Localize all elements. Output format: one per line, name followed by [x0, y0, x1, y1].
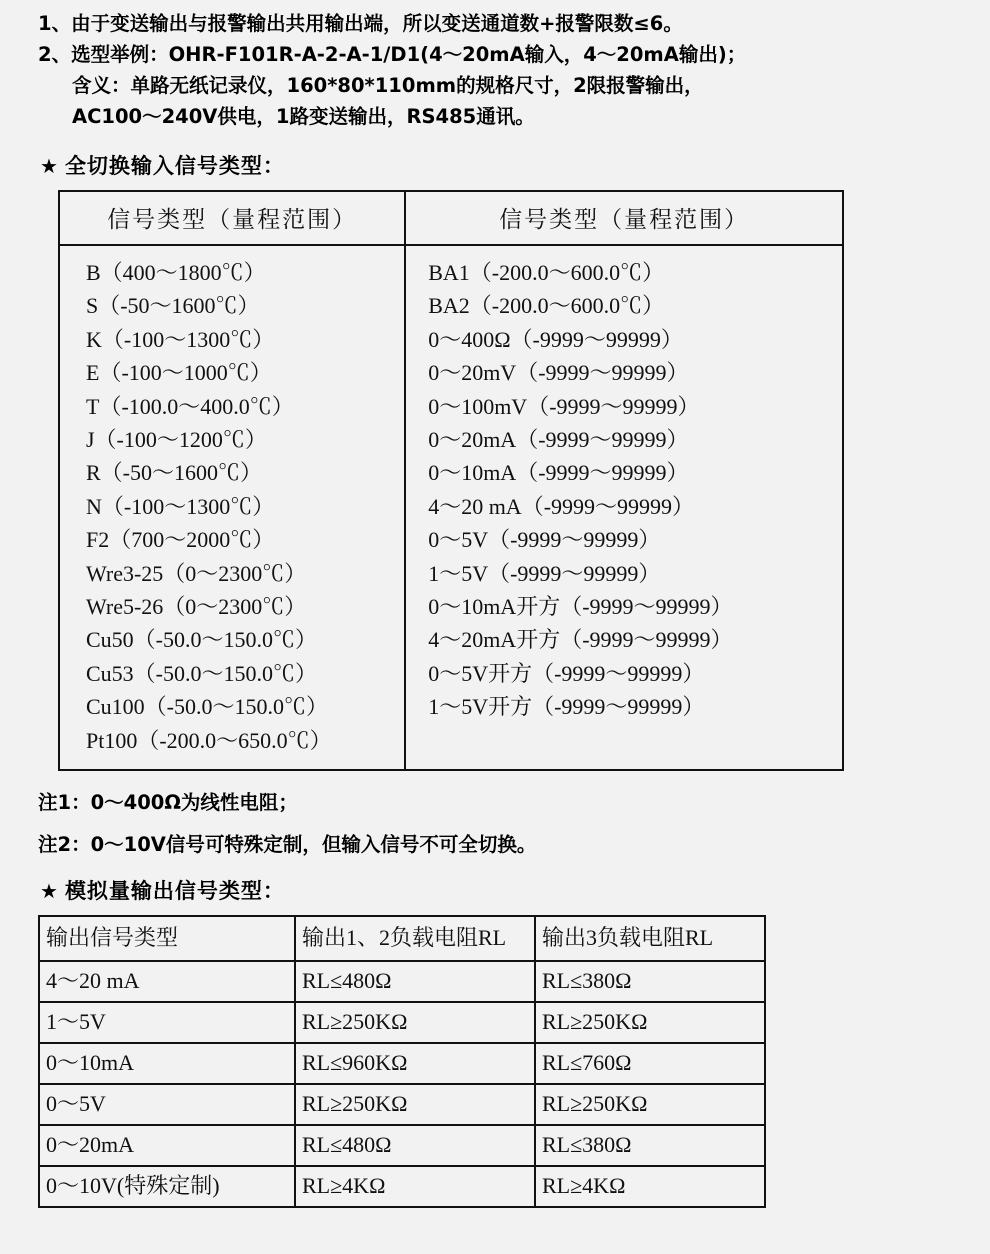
list-item: Wre3-25（0～2300℃）	[86, 560, 307, 586]
list-item: 0～400Ω（-9999～99999）	[428, 326, 683, 352]
cell-signal-type: 4～20 mA	[39, 961, 295, 1002]
list-item: N（-100～1300℃）	[86, 493, 275, 519]
list-item: Cu100（-50.0～150.0℃）	[86, 694, 329, 720]
remark-1: 注1：0～400Ω为线性电阻；	[38, 791, 298, 815]
table-row	[39, 1002, 765, 1043]
input-section-heading	[40, 150, 990, 180]
note-line: AC100～240V供电，1路变送输出，RS485通讯。	[72, 105, 535, 128]
column-header-load-resistance-3: 输出3负载电阻RL	[535, 916, 765, 961]
cell-load-3: RL≤380Ω	[535, 1125, 765, 1166]
list-item: 0～5V（-9999～99999）	[428, 527, 661, 553]
cell-load-12: RL≤480Ω	[295, 961, 535, 1002]
list-item: 0～100mV（-9999～99999）	[428, 393, 700, 419]
list-item: 0～10mA（-9999～99999）	[428, 460, 689, 486]
cell-signal-type: 0～10V(特殊定制)	[39, 1166, 295, 1207]
star-icon: ★	[40, 154, 59, 178]
column-header-signal-type-left: 信号类型（量程范围）	[59, 191, 405, 245]
cell-load-12: RL≥250KΩ	[295, 1002, 535, 1043]
cell-load-12: RL≥250KΩ	[295, 1084, 535, 1125]
column-header-signal-type-right: 信号类型（量程范围）	[405, 191, 843, 245]
list-item: Cu50（-50.0～150.0℃）	[86, 627, 318, 653]
list-item: J（-100～1200℃）	[86, 427, 267, 453]
list-item: Wre5-26（0～2300℃）	[86, 594, 307, 620]
list-item: 0～5V开方（-9999～99999）	[428, 660, 705, 686]
list-item: S（-50～1600℃）	[86, 293, 260, 319]
cell-load-3: RL≥250KΩ	[535, 1002, 765, 1043]
column-header-load-resistance-12: 输出1、2负载电阻RL	[295, 916, 535, 961]
list-item: R（-50～1600℃）	[86, 460, 263, 486]
cell-signal-type: 0～10mA	[39, 1043, 295, 1084]
intro-notes	[0, 0, 990, 132]
list-item: 1～5V开方（-9999～99999）	[428, 694, 705, 720]
table-row	[39, 961, 765, 1002]
cell-load-3: RL≥250KΩ	[535, 1084, 765, 1125]
star-icon: ★	[40, 879, 59, 904]
list-item: 1～5V（-9999～99999）	[428, 560, 661, 586]
table-row	[39, 1166, 765, 1207]
left-signal-cell	[59, 245, 405, 770]
list-item: E（-100～1000℃）	[86, 360, 272, 386]
output-signal-table	[38, 915, 766, 1208]
cell-load-3: RL≤380Ω	[535, 961, 765, 1002]
note-line: 1、由于变送输出与报警输出共用输出端，所以变送通道数+报警限数≤6。	[38, 12, 683, 35]
list-item: T（-100.0～400.0℃）	[86, 393, 294, 419]
list-item: K（-100～1300℃）	[86, 326, 275, 352]
input-section-heading-text: 全切换输入信号类型：	[64, 154, 285, 178]
list-item: 4～20mA开方（-9999～99999）	[428, 627, 733, 653]
cell-load-12: RL≤480Ω	[295, 1125, 535, 1166]
list-item: 0～20mV（-9999～99999）	[428, 360, 689, 386]
right-signal-list	[406, 256, 842, 724]
note-line: 2、选型举例：OHR-F101R-A-2-A-1/D1(4～20mA输入，4～20mA输出)；	[38, 43, 747, 66]
list-item: BA2（-200.0～600.0℃）	[428, 293, 665, 319]
column-header-output-signal-type: 输出信号类型	[39, 916, 295, 961]
list-item: Cu53（-50.0～150.0℃）	[86, 660, 318, 686]
table-header-row	[39, 916, 765, 961]
table-header-row	[59, 191, 843, 245]
right-signal-cell	[405, 245, 843, 770]
table-row	[59, 245, 843, 770]
list-item: B（400～1800℃）	[86, 260, 266, 285]
list-item: F2（700～2000℃）	[86, 527, 275, 553]
cell-load-12: RL≥4KΩ	[295, 1166, 535, 1207]
table-row	[39, 1084, 765, 1125]
list-item: BA1（-200.0～600.0℃）	[428, 260, 665, 285]
list-item: 0～20mA（-9999～99999）	[428, 427, 689, 453]
left-signal-list	[60, 256, 404, 757]
table-row	[39, 1125, 765, 1166]
cell-load-3: RL≤760Ω	[535, 1043, 765, 1084]
table-row	[39, 1043, 765, 1084]
input-signal-table	[58, 190, 844, 771]
list-item: 0～10mA开方（-9999～99999）	[428, 594, 733, 620]
cell-signal-type: 0～20mA	[39, 1125, 295, 1166]
output-section-heading-text: 模拟量输出信号类型：	[64, 879, 285, 904]
cell-signal-type: 0～5V	[39, 1084, 295, 1125]
list-item: Pt100（-200.0～650.0℃）	[86, 727, 332, 753]
cell-load-12: RL≤960KΩ	[295, 1043, 535, 1084]
cell-load-3: RL≥4KΩ	[535, 1166, 765, 1207]
note-line: 含义：单路无纸记录仪，160*80*110mm的规格尺寸，2限报警输出，	[72, 74, 704, 97]
cell-signal-type: 1～5V	[39, 1002, 295, 1043]
remark-2: 注2：0～10V信号可特殊定制，但输入信号不可全切换。	[38, 833, 537, 857]
list-item: 4～20 mA（-9999～99999）	[428, 493, 695, 519]
output-section-heading	[40, 875, 990, 905]
